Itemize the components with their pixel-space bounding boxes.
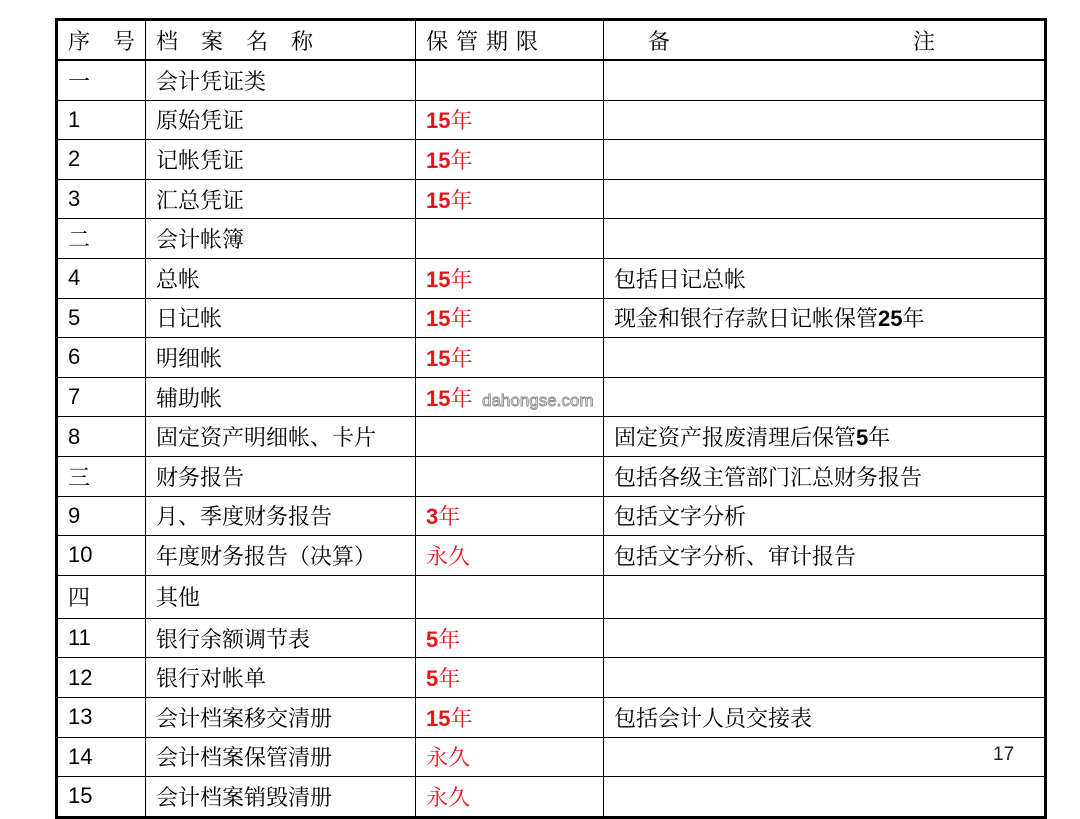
row-archive-name: 汇总凭证 <box>146 179 416 219</box>
row-remarks <box>604 697 1046 737</box>
row-serial-number: 三 <box>57 456 146 496</box>
table-row <box>57 777 1046 818</box>
table-body <box>57 60 1046 817</box>
row-serial-number: 四 <box>57 575 146 618</box>
retention-unit: 年 <box>450 148 473 174</box>
row-serial-number: 5 <box>57 298 146 338</box>
header-retention-period: 保管期限 <box>416 20 604 61</box>
header-archive-name: 档 案 名 称 <box>146 20 416 61</box>
retention-unit: 年 <box>450 109 473 135</box>
table-row <box>57 60 1046 100</box>
row-serial-number: 8 <box>57 417 146 457</box>
retention-unit: 年 <box>450 386 473 412</box>
row-retention-period <box>416 179 604 219</box>
table-row <box>57 417 1046 457</box>
row-retention-period <box>416 100 604 140</box>
row-archive-name: 会计档案销毁清册 <box>146 777 416 818</box>
retention-years: 15 <box>426 266 451 292</box>
row-remarks <box>604 219 1046 259</box>
row-archive-name: 年度财务报告（决算） <box>146 536 416 576</box>
row-serial-number: 11 <box>57 618 146 658</box>
row-remarks <box>604 60 1046 100</box>
table-row <box>57 140 1046 180</box>
table-row <box>57 697 1046 737</box>
row-serial-number: 4 <box>57 258 146 298</box>
remarks-years: 25 <box>878 306 903 332</box>
row-serial-number: 1 <box>57 100 146 140</box>
row-remarks <box>604 737 1046 777</box>
table-header-row <box>57 20 1046 61</box>
row-archive-name: 银行余额调节表 <box>146 618 416 658</box>
header-remarks-left: 备 <box>648 29 671 55</box>
row-remarks <box>604 377 1046 417</box>
header-remarks <box>604 20 1046 61</box>
retention-years: 15 <box>426 345 451 371</box>
row-remarks <box>604 536 1046 576</box>
table-row <box>57 536 1046 576</box>
remarks-text: 包括日记总帐 <box>614 267 747 293</box>
remarks-text: 固定资产报废清理后保管 <box>614 426 857 452</box>
row-retention-period <box>416 338 604 378</box>
retention-years: 15 <box>426 108 451 134</box>
retention-years: 15 <box>426 385 451 411</box>
row-remarks <box>604 298 1046 338</box>
retention-unit: 年 <box>450 188 473 214</box>
row-archive-name: 日记帐 <box>146 298 416 338</box>
row-remarks <box>604 456 1046 496</box>
watermark-text: dahongse.com <box>482 391 594 410</box>
row-serial-number: 3 <box>57 179 146 219</box>
row-serial-number: 2 <box>57 140 146 180</box>
row-archive-name: 银行对帐单 <box>146 658 416 698</box>
row-serial-number: 一 <box>57 60 146 100</box>
row-archive-name: 原始凭证 <box>146 100 416 140</box>
row-remarks <box>604 338 1046 378</box>
row-archive-name: 财务报告 <box>146 456 416 496</box>
table-row <box>57 618 1046 658</box>
retention-unit: 永久 <box>426 785 471 811</box>
row-archive-name: 总帐 <box>146 258 416 298</box>
retention-years: 15 <box>426 187 451 213</box>
remarks-years: 5 <box>856 425 869 451</box>
retention-unit: 年 <box>438 505 461 531</box>
retention-unit: 年 <box>450 267 473 293</box>
row-archive-name: 会计帐簿 <box>146 219 416 259</box>
table-row <box>57 298 1046 338</box>
retention-years: 5 <box>426 666 439 692</box>
retention-unit: 永久 <box>426 746 471 772</box>
row-retention-period <box>416 697 604 737</box>
remarks-text: 包括各级主管部门汇总财务报告 <box>614 465 923 491</box>
retention-years: 15 <box>426 147 451 173</box>
row-retention-period <box>416 258 604 298</box>
row-serial-number: 12 <box>57 658 146 698</box>
row-remarks <box>604 618 1046 658</box>
retention-unit: 年 <box>438 627 461 653</box>
row-retention-period <box>416 536 604 576</box>
archive-retention-table <box>55 18 1047 819</box>
remarks-unit: 年 <box>902 307 925 333</box>
row-archive-name: 月、季度财务报告 <box>146 496 416 536</box>
row-archive-name: 会计档案移交清册 <box>146 697 416 737</box>
table-row <box>57 737 1046 777</box>
table-row <box>57 456 1046 496</box>
retention-unit: 永久 <box>426 544 471 570</box>
table-row <box>57 258 1046 298</box>
row-retention-period <box>416 496 604 536</box>
retention-unit: 年 <box>450 706 473 732</box>
row-retention-period <box>416 575 604 618</box>
row-remarks <box>604 496 1046 536</box>
page-number: 17 <box>993 744 1015 765</box>
table-row <box>57 338 1046 378</box>
table-row <box>57 100 1046 140</box>
row-retention-period <box>416 417 604 457</box>
retention-unit: 年 <box>450 346 473 372</box>
row-remarks <box>604 258 1046 298</box>
row-remarks <box>604 575 1046 618</box>
remarks-text: 现金和银行存款日记帐保管 <box>614 307 879 333</box>
remarks-text: 包括文字分析、审计报告 <box>614 544 857 570</box>
row-serial-number: 9 <box>57 496 146 536</box>
row-remarks <box>604 658 1046 698</box>
row-archive-name: 辅助帐 <box>146 377 416 417</box>
table-row <box>57 658 1046 698</box>
row-archive-name: 记帐凭证 <box>146 140 416 180</box>
row-retention-period <box>416 60 604 100</box>
row-serial-number: 二 <box>57 219 146 259</box>
remarks-unit: 年 <box>868 426 891 452</box>
row-serial-number: 15 <box>57 777 146 818</box>
retention-years: 5 <box>426 626 439 652</box>
row-serial-number: 6 <box>57 338 146 378</box>
row-remarks <box>604 777 1046 818</box>
row-serial-number: 7 <box>57 377 146 417</box>
row-serial-number: 10 <box>57 536 146 576</box>
row-remarks <box>604 179 1046 219</box>
remarks-text: 包括会计人员交接表 <box>614 706 813 732</box>
table-row <box>57 496 1046 536</box>
row-retention-period <box>416 140 604 180</box>
row-archive-name: 会计档案保管清册 <box>146 737 416 777</box>
row-retention-period <box>416 777 604 818</box>
table-row <box>57 219 1046 259</box>
row-retention-period <box>416 219 604 259</box>
row-retention-period <box>416 658 604 698</box>
header-serial-number: 序 号 <box>57 20 146 61</box>
retention-years: 15 <box>426 306 451 332</box>
row-retention-period <box>416 456 604 496</box>
retention-years: 3 <box>426 504 439 530</box>
row-archive-name: 明细帐 <box>146 338 416 378</box>
row-archive-name: 固定资产明细帐、卡片 <box>146 417 416 457</box>
retention-years: 15 <box>426 705 451 731</box>
table-row <box>57 575 1046 618</box>
row-retention-period <box>416 737 604 777</box>
row-archive-name: 其他 <box>146 575 416 618</box>
row-remarks <box>604 100 1046 140</box>
retention-unit: 年 <box>438 667 461 693</box>
retention-unit: 年 <box>450 307 473 333</box>
row-remarks <box>604 417 1046 457</box>
remarks-text: 包括文字分析 <box>614 505 747 531</box>
row-serial-number: 13 <box>57 697 146 737</box>
header-remarks-right: 注 <box>913 29 936 55</box>
row-retention-period <box>416 618 604 658</box>
row-archive-name: 会计凭证类 <box>146 60 416 100</box>
table-row <box>57 179 1046 219</box>
row-remarks <box>604 140 1046 180</box>
row-retention-period <box>416 298 604 338</box>
row-serial-number: 14 <box>57 737 146 777</box>
